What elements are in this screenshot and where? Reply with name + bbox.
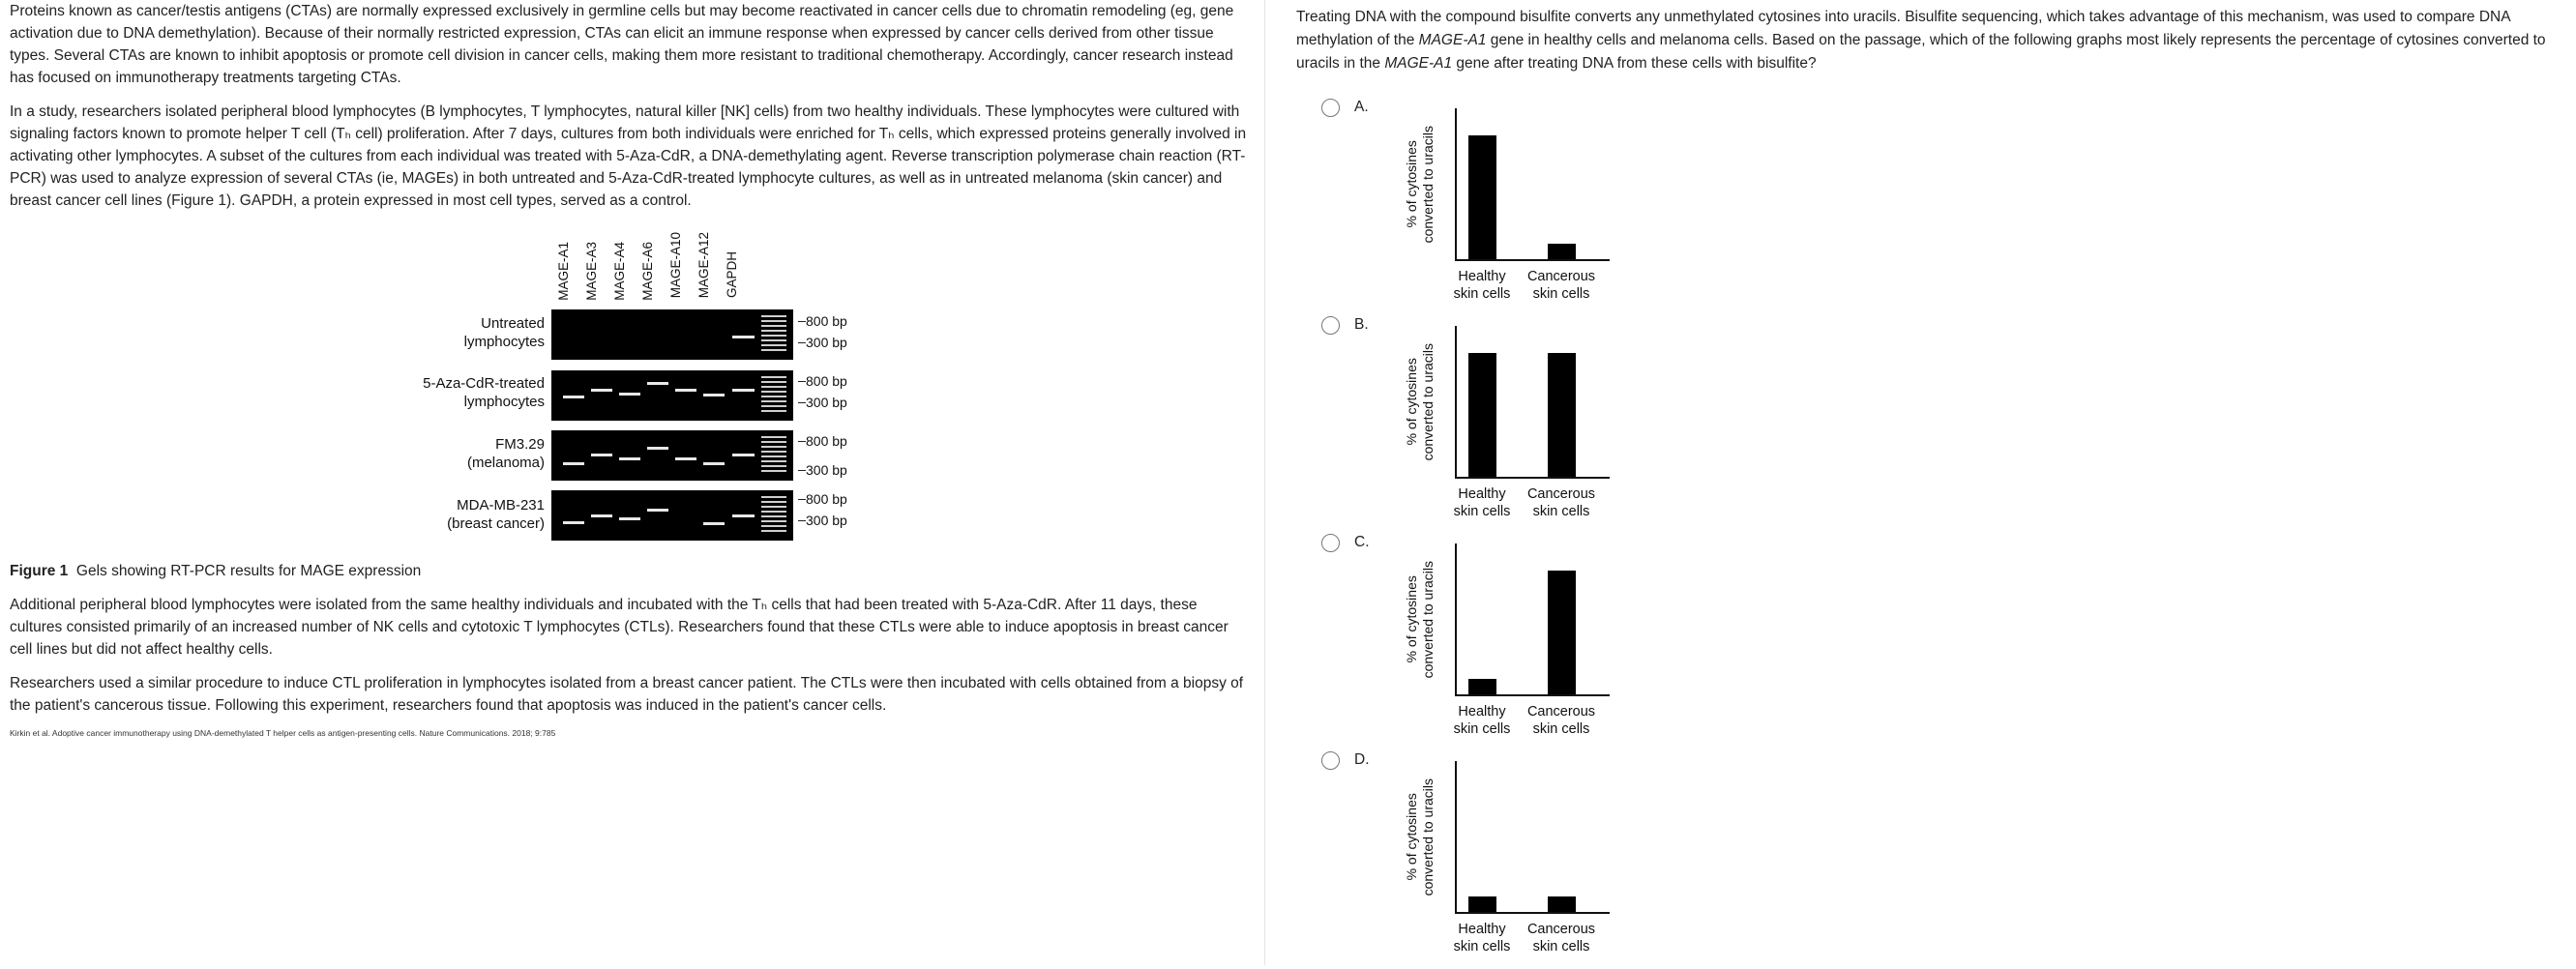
x-axis (1455, 259, 1610, 261)
x-category-label: Cancerous skin cells (1526, 486, 1596, 519)
passage-panel (10, 0, 1248, 738)
lane-label: GAPDH (725, 251, 739, 299)
y-axis-label: % of cytosines converted to uracils (1404, 561, 1436, 679)
y-axis (1455, 761, 1457, 914)
gel-band (703, 522, 725, 525)
bar-chart-c (1378, 543, 1717, 751)
gel-band (647, 509, 668, 512)
gel-row-label: MDA-MB-231 (breast cancer) (447, 497, 545, 532)
bar-cancerous (1548, 571, 1576, 694)
gel-aza-treated (551, 370, 793, 421)
gel-band (732, 336, 755, 338)
gel-band (591, 514, 612, 517)
dna-ladder (761, 376, 786, 415)
answer-option-a[interactable] (1296, 99, 1780, 307)
marker-300bp: 300 bp (806, 513, 847, 528)
bar-healthy (1468, 353, 1496, 477)
marker-800bp: 800 bp (806, 491, 847, 507)
x-axis (1455, 694, 1610, 696)
passage-paragraph-2: In a study, researchers isolated peripheral blood lymphocytes (B lymphocytes, T lymphocytes, natural killer [NK] cells) from two healthy individuals. These lymphocytes were cultured with signaling factors known to promote helper T cell (Tₕ cell) proliferation. After 7 days, cultures from both individuals were enriched for Tₕ cells, which expressed proteins generally involved in activating other lymphocytes. A subset of the cultures from each individual was treated with 5-Aza-CdR, a DNA-demethylating agent. Reverse transcription polymerase chain reaction (RT-PCR) was used to analyze expression of several CTAs (ie, MAGEs) in both untreated and 5-Aza-CdR-treated lymphocyte cultures, as well as in untreated melanoma (skin cancer) and breast cancer cell lines (Figure 1). GAPDH, a protein expressed in most cell types, served as a control. (10, 103, 1247, 209)
gel-band (647, 382, 668, 385)
x-category-label: Healthy skin cells (1453, 486, 1511, 519)
citation: Kirkin et al. Adoptive cancer immunotherapy using DNA-demethylated T helper cells as antigen-presenting cells. Nature Communications. 2018; 9:785 (10, 728, 556, 738)
gel-band (591, 389, 612, 392)
lane-label: MAGE-A3 (584, 242, 599, 301)
gel-band (619, 393, 640, 396)
gel-band (563, 462, 584, 465)
y-axis (1455, 326, 1457, 479)
bar-chart-b (1378, 326, 1717, 534)
x-category-label: Cancerous skin cells (1526, 704, 1596, 737)
option-letter: D. (1354, 751, 1370, 768)
x-category-label: Healthy skin cells (1453, 922, 1511, 954)
x-axis (1455, 912, 1610, 914)
figure-1 (10, 232, 1248, 551)
bar-healthy (1468, 896, 1496, 912)
dna-ladder (761, 496, 786, 535)
y-axis (1455, 108, 1457, 261)
gel-band (675, 389, 696, 392)
gel-band (563, 396, 584, 398)
marker-300bp: 300 bp (806, 395, 847, 410)
gel-band (591, 454, 612, 456)
y-axis-label: % of cytosines converted to uracils (1404, 343, 1436, 461)
x-category-label: Healthy skin cells (1453, 269, 1511, 302)
radio-button[interactable] (1321, 534, 1340, 552)
gel-untreated (551, 309, 793, 360)
gel-band (703, 462, 725, 465)
bar-cancerous (1548, 244, 1576, 259)
gel-band (675, 457, 696, 460)
gel-band (732, 389, 755, 392)
answer-option-c[interactable] (1296, 534, 1780, 742)
figure-caption: Figure 1 Gels showing RT-PCR results for MAGE expression (10, 563, 422, 579)
marker-800bp: 800 bp (806, 433, 847, 449)
bar-healthy (1468, 679, 1496, 694)
answer-option-d[interactable] (1296, 751, 1780, 959)
marker-800bp: 800 bp (806, 373, 847, 389)
lane-label: MAGE-A12 (696, 232, 711, 299)
lane-label: MAGE-A6 (640, 242, 655, 301)
x-category-label: Cancerous skin cells (1526, 269, 1596, 302)
radio-button[interactable] (1321, 316, 1340, 335)
gel-band (619, 517, 640, 520)
bar-cancerous (1548, 353, 1576, 477)
gel-row-label: FM3.29 (melanoma) (466, 436, 545, 471)
passage-continued (10, 563, 1248, 738)
marker-300bp: 300 bp (806, 462, 847, 478)
option-letter: B. (1354, 316, 1369, 333)
gel-band (563, 521, 584, 524)
bar-chart-d (1378, 761, 1717, 969)
marker-300bp: 300 bp (806, 335, 847, 350)
passage-paragraph-1: Proteins known as cancer/testis antigens (CTAs) are normally expressed exclusively in germline cells but may become reactivated in cancer cells due to chromatin remodeling (eg, gene activation due to DNA demethylation). Because of their normally restricted expression, CTAs can elicit an immune response when expressed by cancer cells derived from other tissue types. Several CTAs are known to inhibit apoptosis or promote cell division in cancer cells, making them more resistant to traditional chemotherapy. Accordingly, cancer research instead has focused on immunotherapy treatments targeting CTAs. (10, 3, 1234, 86)
gel-breast-cancer (551, 490, 793, 541)
radio-button[interactable] (1321, 751, 1340, 770)
lane-label: MAGE-A1 (556, 242, 571, 301)
lane-label: MAGE-A4 (612, 242, 627, 301)
gel-row-label: Untreated lymphocytes (463, 315, 545, 350)
lane-label: MAGE-A10 (668, 232, 683, 299)
gel-band (732, 514, 755, 517)
radio-button[interactable] (1321, 99, 1340, 117)
question-panel (1296, 0, 2563, 954)
panel-divider (1264, 0, 1265, 965)
dna-ladder (761, 436, 786, 475)
bar-chart-a (1378, 108, 1717, 316)
y-axis-label: % of cytosines converted to uracils (1404, 778, 1436, 896)
marker-800bp: 800 bp (806, 313, 847, 329)
gel-band (703, 394, 725, 396)
x-axis (1455, 477, 1610, 479)
option-letter: A. (1354, 99, 1369, 115)
bar-cancerous (1548, 896, 1576, 912)
y-axis-label: % of cytosines converted to uracils (1404, 126, 1436, 244)
option-letter: C. (1354, 534, 1370, 550)
x-category-label: Cancerous skin cells (1526, 922, 1596, 954)
passage-paragraph-4: Researchers used a similar procedure to induce CTL proliferation in lymphocytes isolated from a breast cancer patient. The CTLs were then incubated with cells obtained from a biopsy of the patient's cancerous tissue. Following this experiment, researchers found that apoptosis was induced in the patient's cancer cells. (10, 675, 1244, 714)
gel-melanoma (551, 430, 793, 481)
passage-paragraph-3: Additional peripheral blood lymphocytes were isolated from the same healthy individuals and incubated with the Tₕ cells that had been treated with 5-Aza-CdR. After 11 days, these cultures consisted primarily of an increased number of NK cells and cytotoxic T lymphocytes (CTLs). Researchers found that these CTLs were able to induce apoptosis in breast cancer cell lines but did not affect healthy cells. (10, 597, 1229, 658)
gel-band (732, 454, 755, 456)
question-stem: Treating DNA with the compound bisulfite converts any unmethylated cytosines into uracils. Bisulfite sequencing, which takes advantage of this mechanism, was used to compare DNA methylation of the MAGE-A1 gene in healthy cells and melanoma cells. Based on the passage, which of the following graphs most likely represents the percentage of cytosines converted to uracils in the MAGE-A1 gene after treating DNA from these cells with bisulfite? (1296, 9, 2546, 72)
y-axis (1455, 543, 1457, 696)
dna-ladder (761, 315, 786, 354)
answer-option-b[interactable] (1296, 316, 1780, 524)
bar-healthy (1468, 135, 1496, 259)
gel-band (619, 457, 640, 460)
gel-row-label: 5-Aza-CdR-treated lymphocytes (423, 375, 545, 410)
x-category-label: Healthy skin cells (1453, 704, 1511, 737)
gel-band (647, 447, 668, 450)
